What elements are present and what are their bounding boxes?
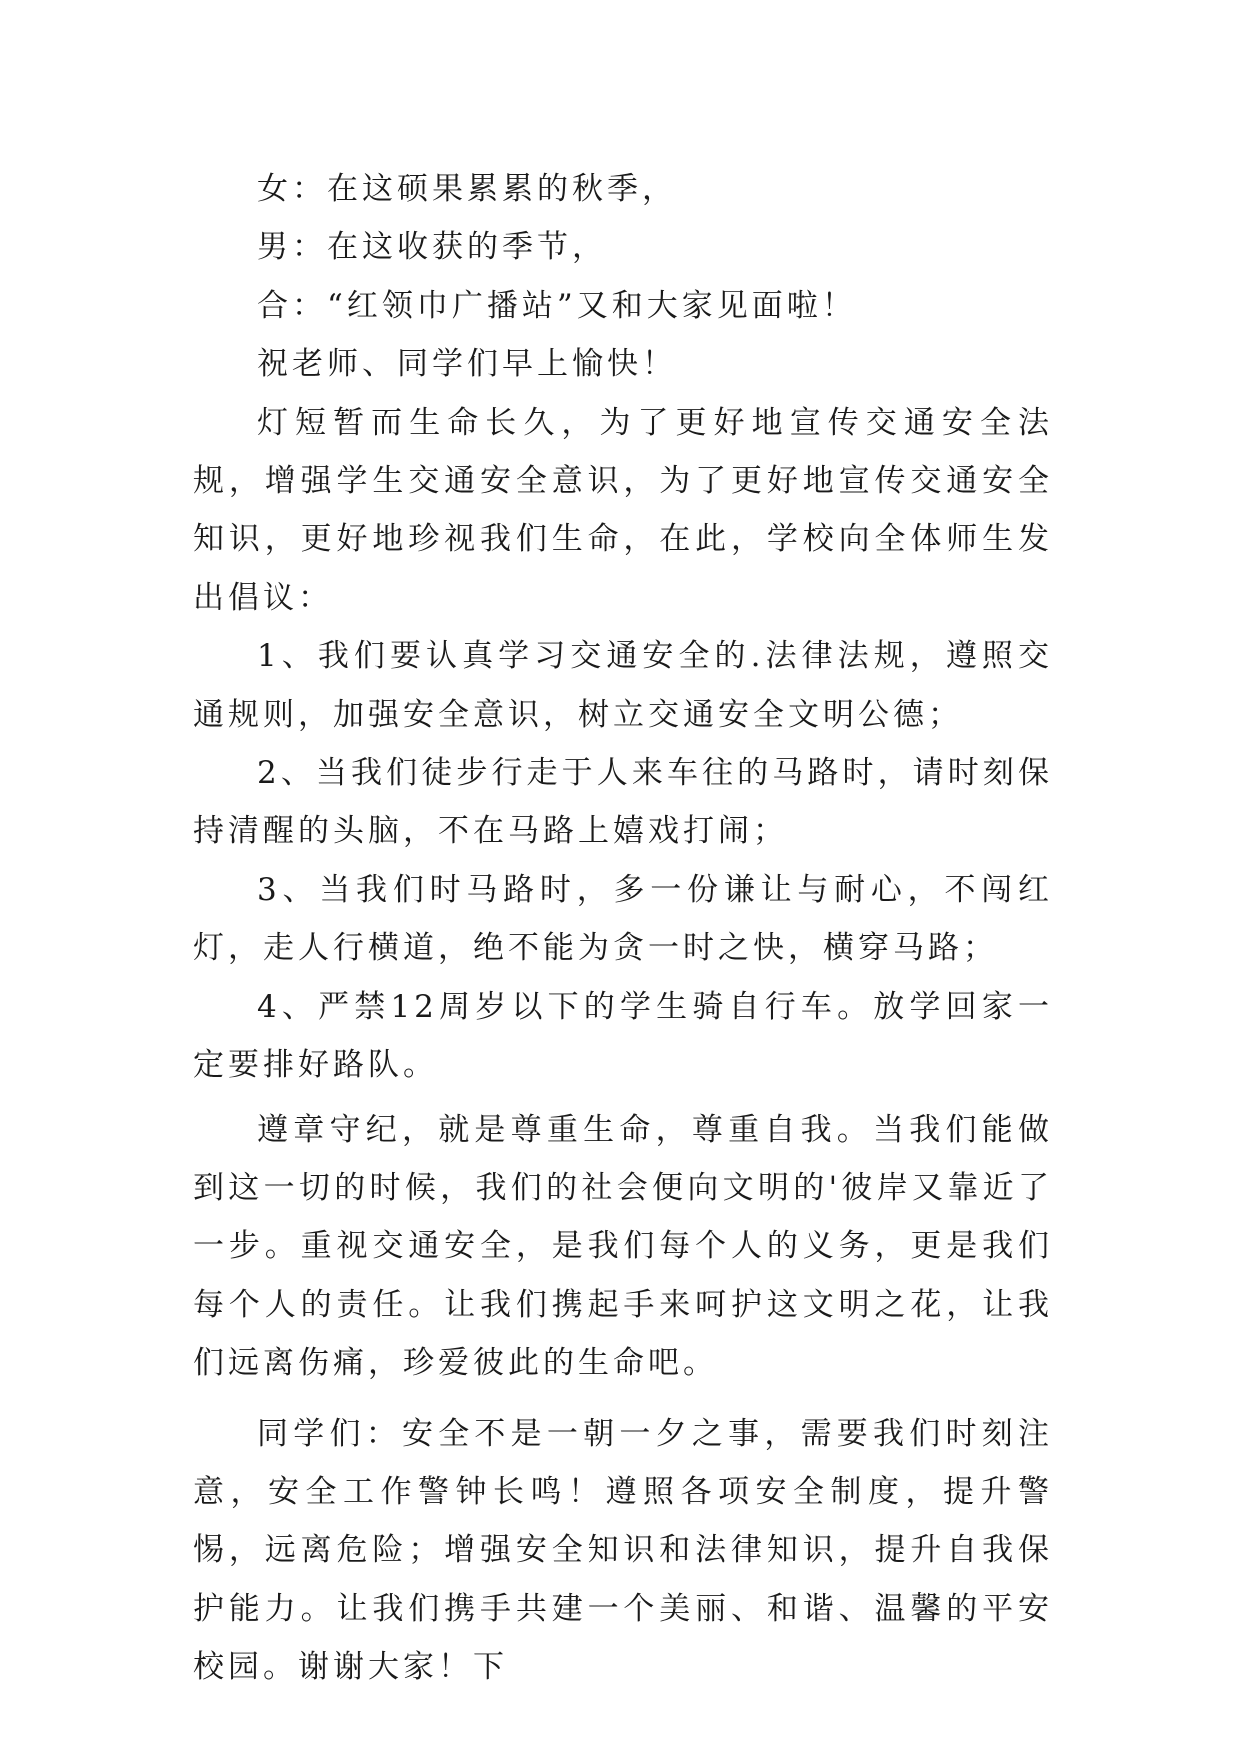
paragraph-male-line: 男：在这收获的季节， xyxy=(257,229,607,266)
paragraph-item-1: 1、我们要认真学习交通安全的.法律法规，遵照交通规则，加强安全意识，树立交通安全文明公德； xyxy=(193,638,1053,733)
paragraph-item-4: 4、严禁12周岁以下的学生骑自行车。放学回家一定要排好路队。 xyxy=(193,988,1053,1084)
paragraph-conclusion: 遵章守纪，就是尊重生命，尊重自我。当我们能做到这一切的时候，我们的社会便向文明的'彼岸又靠近了一步。重视交通安全，是我们每个人的义务，更是我们每个人的责任。让我们携起手来呵护这文明之花，让我们远离伤痛，珍爱彼此的生命吧。 xyxy=(193,1111,1053,1382)
paragraph-item-3: 3、当我们时马路时，多一份谦让与耐心，不闯红灯，走人行横道，绝不能为贪一时之快，横穿马路； xyxy=(193,871,1053,967)
paragraph-female-line: 女：在这硕果累累的秋季， xyxy=(257,171,677,207)
paragraph-item-2: 2、当我们徒步行走于人来车往的马路时，请时刻保持清醒的头脑，不在马路上嬉戏打闹； xyxy=(193,755,1053,850)
document-page xyxy=(193,160,1053,1697)
paragraph-together-line: 合：“红领巾广播站”又和大家见面啦！ xyxy=(257,287,857,324)
paragraph-closing: 同学们：安全不是一朝一夕之事，需要我们时刻注意，安全工作警钟长鸣！遵照各项安全制度，提升警惕，远离危险；增强安全知识和法律知识，提升自我保护能力。让我们携手共建一个美丽、和谐、温馨的平安校园。谢谢大家！下 xyxy=(193,1415,1053,1686)
paragraph-greeting: 祝老师、同学们早上愉快！ xyxy=(257,346,677,383)
paragraph-intro: 灯短暂而生命长久，为了更好地宣传交通安全法规，增强学生交通安全意识，为了更好地宣传交通安全知识，更好地珍视我们生命，在此，学校向全体师生发出倡议： xyxy=(193,404,1053,616)
